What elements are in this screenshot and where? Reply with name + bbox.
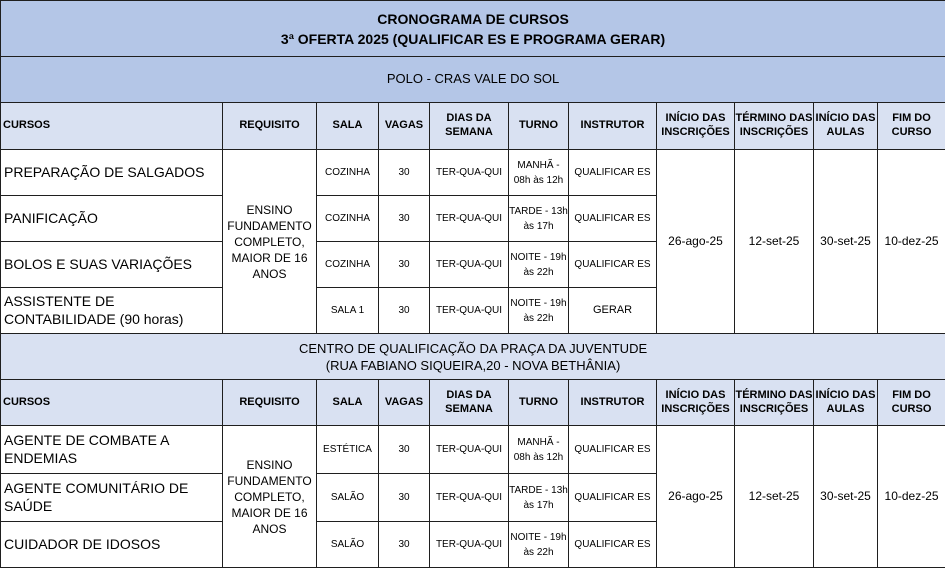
sala-cell: SALÃO	[317, 522, 379, 568]
header-termino-inscricoes: TÉRMINO DAS INSCRIÇÕES	[735, 103, 814, 150]
inicio-aulas-cell: 30-set-25	[814, 426, 878, 568]
turno-cell: NOITE - 19h às 22h	[509, 288, 569, 334]
dias-cell: TER-QUA-QUI	[430, 288, 509, 334]
table-row	[1, 150, 945, 196]
instrutor-cell: QUALIFICAR ES	[569, 522, 657, 568]
vagas-cell: 30	[379, 196, 430, 242]
turno-cell: MANHÃ - 08h às 12h	[509, 150, 569, 196]
dias-cell: TER-QUA-QUI	[430, 150, 509, 196]
dias-cell: TER-QUA-QUI	[430, 426, 509, 474]
header-termino-inscricoes: TÉRMINO DAS INSCRIÇÕES	[735, 380, 814, 426]
fim-curso-cell: 10-dez-25	[878, 150, 945, 334]
header-requisito: REQUISITO	[223, 380, 317, 426]
course-name: PREPARAÇÃO DE SALGADOS	[1, 150, 223, 196]
instrutor-cell: QUALIFICAR ES	[569, 426, 657, 474]
header-vagas: VAGAS	[379, 380, 430, 426]
header-requisito: REQUISITO	[223, 103, 317, 150]
turno-cell: MANHÃ - 08h às 12h	[509, 426, 569, 474]
course-name: AGENTE DE COMBATE A ENDEMIAS	[1, 426, 223, 474]
vagas-cell: 30	[379, 474, 430, 522]
instrutor-cell: QUALIFICAR ES	[569, 474, 657, 522]
instrutor-cell: QUALIFICAR ES	[569, 242, 657, 288]
termino-inscricoes-cell: 12-set-25	[735, 426, 814, 568]
instrutor-cell: QUALIFICAR ES	[569, 150, 657, 196]
dias-cell: TER-QUA-QUI	[430, 474, 509, 522]
dias-cell: TER-QUA-QUI	[430, 522, 509, 568]
turno-cell: NOITE - 19h às 22h	[509, 522, 569, 568]
header-instrutor: INSTRUTOR	[569, 103, 657, 150]
header-cursos: CURSOS	[1, 380, 223, 426]
dias-cell: TER-QUA-QUI	[430, 242, 509, 288]
turno-cell: TARDE - 13h às 17h	[509, 196, 569, 242]
header-sala: SALA	[317, 380, 379, 426]
header-inicio-aulas: INÍCIO DAS AULAS	[814, 380, 878, 426]
header-sala: SALA	[317, 103, 379, 150]
header-instrutor: INSTRUTOR	[569, 380, 657, 426]
requisito-cell: ENSINO FUNDAMENTO COMPLETO, MAIOR DE 16 ANOS	[223, 426, 317, 568]
header-fim-curso: FIM DO CURSO	[878, 103, 945, 150]
sala-cell: COZINHA	[317, 150, 379, 196]
fim-curso-cell: 10-dez-25	[878, 426, 945, 568]
page-title	[1, 1, 945, 57]
title-line-1: CRONOGRAMA DE CURSOS	[1, 9, 945, 29]
instrutor-cell: QUALIFICAR ES	[569, 196, 657, 242]
course-name: ASSISTENTE DE CONTABILIDADE (90 horas)	[1, 288, 223, 334]
title-line-2: 3ª OFERTA 2025 (QUALIFICAR ES E PROGRAMA GERAR)	[1, 29, 945, 49]
requisito-cell: ENSINO FUNDAMENTO COMPLETO, MAIOR DE 16 ANOS	[223, 150, 317, 334]
header-turno: TURNO	[509, 380, 569, 426]
section-2-header-row	[1, 380, 945, 426]
vagas-cell: 30	[379, 522, 430, 568]
vagas-cell: 30	[379, 426, 430, 474]
section-2-polo	[1, 334, 945, 380]
section-2-polo-title: CENTRO DE QUALIFICAÇÃO DA PRAÇA DA JUVENTUDE	[1, 340, 945, 357]
turno-cell: NOITE - 19h às 22h	[509, 242, 569, 288]
course-name: CUIDADOR DE IDOSOS	[1, 522, 223, 568]
vagas-cell: 30	[379, 150, 430, 196]
header-vagas: VAGAS	[379, 103, 430, 150]
header-inicio-inscricoes: INÍCIO DAS INSCRIÇÕES	[657, 103, 735, 150]
vagas-cell: 30	[379, 242, 430, 288]
inicio-aulas-cell: 30-set-25	[814, 150, 878, 334]
header-dias: DIAS DA SEMANA	[430, 103, 509, 150]
section-1-polo: POLO - CRAS VALE DO SOL	[1, 57, 945, 103]
inicio-inscricoes-cell: 26-ago-25	[657, 150, 735, 334]
course-name: AGENTE COMUNITÁRIO DE SAÚDE	[1, 474, 223, 522]
sala-cell: SALÃO	[317, 474, 379, 522]
sala-cell: COZINHA	[317, 242, 379, 288]
header-cursos: CURSOS	[1, 103, 223, 150]
header-fim-curso: FIM DO CURSO	[878, 380, 945, 426]
course-name: PANIFICAÇÃO	[1, 196, 223, 242]
header-inicio-aulas: INÍCIO DAS AULAS	[814, 103, 878, 150]
section-2-polo-address: (RUA FABIANO SIQUEIRA,20 - NOVA BETHÂNIA)	[1, 357, 945, 374]
course-name: BOLOS E SUAS VARIAÇÕES	[1, 242, 223, 288]
sala-cell: ESTÉTICA	[317, 426, 379, 474]
sala-cell: COZINHA	[317, 196, 379, 242]
vagas-cell: 30	[379, 288, 430, 334]
dias-cell: TER-QUA-QUI	[430, 196, 509, 242]
header-turno: TURNO	[509, 103, 569, 150]
sala-cell: SALA 1	[317, 288, 379, 334]
header-inicio-inscricoes: INÍCIO DAS INSCRIÇÕES	[657, 380, 735, 426]
table-row	[1, 426, 945, 474]
termino-inscricoes-cell: 12-set-25	[735, 150, 814, 334]
section-1-header-row	[1, 103, 945, 150]
instrutor-cell: GERAR	[569, 288, 657, 334]
turno-cell: TARDE - 13h às 17h	[509, 474, 569, 522]
header-dias: DIAS DA SEMANA	[430, 380, 509, 426]
inicio-inscricoes-cell: 26-ago-25	[657, 426, 735, 568]
